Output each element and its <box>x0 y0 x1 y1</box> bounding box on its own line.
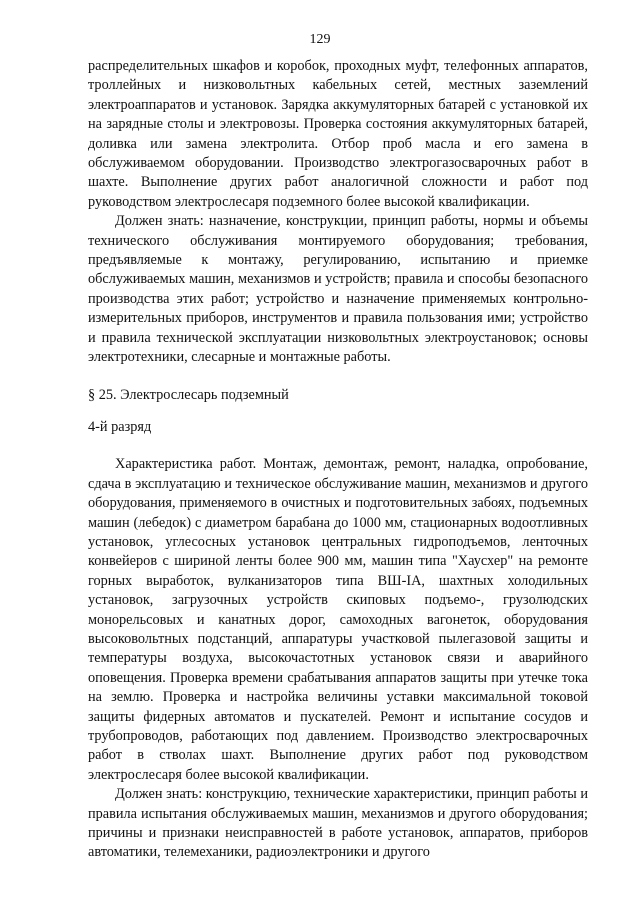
section-title: § 25. Электрослесарь подземный <box>88 386 289 403</box>
page-number: 129 <box>309 32 331 47</box>
paragraph-duties-continued: распределительных шкафов и коробок, проходных муфт, телефонных аппаратов, троллейных и низковольтных кабельных сетей, местных заземлений электроаппаратов и установок. Зарядка аккумуляторных батарей с установкой их на зарядные столы и электровозы. Проверка состояния аккумуляторных батарей, доливка или замена электролита. Отбор проб масла и его замена в обслуживаемом оборудовании. Производство электрогазосварочных работ в шахте. Выполнение других работ аналогичной сложности и работ под руководством электрослесаря подземного более высокой квалификации. <box>88 58 588 210</box>
grade-label: 4-й разряд <box>88 418 152 435</box>
paragraph-must-know-grade4: Должен знать: конструкцию, технические характеристики, принцип работы и правила испытания обслуживаемых машин, механизмов и другого оборудования; причины и признаки неисправностей в работе установок, аппаратов, приборов автоматики, телемеханики, радиоэлектроники и другого <box>88 786 588 861</box>
document-body <box>88 57 588 863</box>
paragraph-must-know-grade3: Должен знать: назначение, конструкции, принцип работы, нормы и объемы технического обслуживания монтируемого оборудования; требования, предъявляемые к монтажу, регулированию, испытанию и приемке обслуживаемых машин, механизмов и устройств; правила и способы безопасного производства этих работ; устройство и назначение применяемых контрольно-измерительных приборов, инструментов и правила пользования ими; устройство и правила технической эксплуатации низковольтных электроустановок; основы электротехники, слесарные и монтажные работы. <box>88 213 588 366</box>
paragraph-work-characteristic: Характеристика работ. Монтаж, демонтаж, ремонт, наладка, опробование, сдача в эксплуатацию и техническое обслуживание машин, механизмов и другого оборудования, применяемого в очистных и подготовительных забоях, подъемных машин (лебедок) с диаметром барабана до 1000 мм, стационарных водоотливных установок, углесосных установок центральных гидроподъемов, ленточных конвейеров с шириной ленты более 900 мм, машин типа "Хаусхер" на ремонте горных выработок, вулканизаторов типа ВШ-IA, шахтных холодильных установок, загрузочных устройств скиповых подъемо-, грузолюдских монорельсовых и канатных дорог, самоходных вагонеток, оборудования высоковольтных подстанций, аппаратуры участковой пылегазовой защиты и температуры воздуха, высокочастотных установок связи и аварийного оповещения. Проверка времени срабатывания аппаратов защиты при утечке тока на землю. Проверка и настройка величины уставки максимальной токовой защиты фидерных автоматов и пускателей. Ремонт и испытание сосудов и трубопроводов, работающих под давлением. Производство электросварочных работ в стволах шахт. Выполнение других работ под руководством электрослесаря более высокой квалификации. <box>88 456 588 783</box>
